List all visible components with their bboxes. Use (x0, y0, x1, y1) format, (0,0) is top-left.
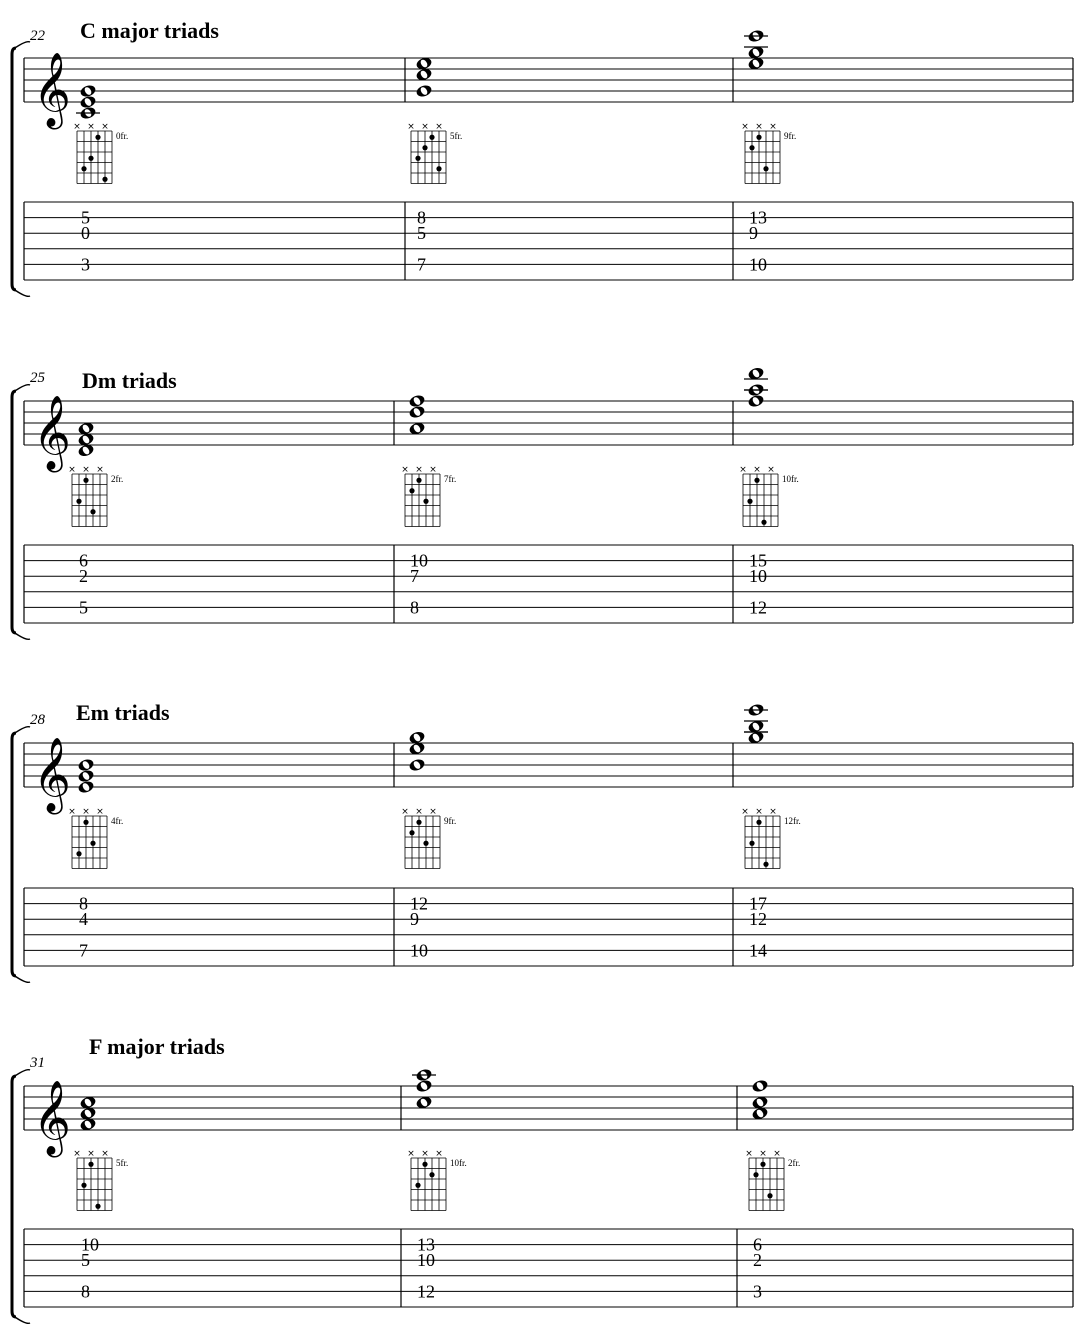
section-title: F major triads (89, 1034, 225, 1059)
finger-dot (76, 499, 81, 504)
muted-string-icon: × (401, 465, 409, 475)
muted-string-icon: × (68, 807, 76, 817)
muted-string-icon: × (87, 1149, 95, 1159)
finger-dot (81, 1183, 86, 1188)
muted-string-icon: × (73, 1149, 81, 1159)
fret-label: 12fr. (784, 816, 801, 826)
tab-fret-number: 5 (79, 597, 88, 618)
fret-label: 2fr. (788, 1158, 801, 1168)
finger-dot (436, 166, 441, 171)
bracket-bottom-hook (12, 974, 30, 982)
tab-fret-number: 12 (749, 597, 767, 618)
finger-dot (81, 166, 86, 171)
muted-string-icon: × (101, 122, 109, 132)
muted-string-icon: × (435, 1149, 443, 1159)
muted-string-icon: × (769, 122, 777, 132)
tab-fret-number: 8 (417, 207, 426, 228)
bracket-bottom-hook (12, 1315, 30, 1323)
chord-diagram (68, 807, 123, 869)
bracket-top-hook (12, 1070, 30, 1078)
tab-fret-number: 17 (749, 893, 767, 914)
tab-fret-number: 10 (749, 254, 767, 275)
muted-string-icon: × (429, 807, 437, 817)
finger-dot (423, 499, 428, 504)
finger-dot (429, 135, 434, 140)
tab-fret-number: 6 (753, 1234, 762, 1255)
tab-fret-number: 10 (749, 566, 767, 587)
finger-dot (756, 820, 761, 825)
tab-fret-number: 12 (417, 1281, 435, 1302)
whole-note (408, 405, 426, 420)
muted-string-icon: × (755, 807, 763, 817)
chord-diagram (739, 465, 799, 527)
system-4 (12, 1034, 1073, 1323)
finger-dot (429, 1172, 434, 1177)
muted-string-icon: × (429, 465, 437, 475)
chord-diagram (73, 122, 128, 184)
finger-dot (88, 156, 93, 161)
tab-fret-number: 10 (410, 940, 428, 961)
chord-diagram (407, 1149, 467, 1211)
fret-label: 2fr. (111, 474, 124, 484)
tab-fret-number: 7 (79, 940, 88, 961)
whole-note (747, 394, 765, 409)
finger-dot (95, 1204, 100, 1209)
tab-fret-number: 6 (79, 550, 88, 571)
finger-dot (422, 145, 427, 150)
finger-dot (83, 478, 88, 483)
tab-fret-number: 5 (417, 223, 426, 244)
tab-fret-number: 7 (410, 566, 419, 587)
finger-dot (409, 830, 414, 835)
tab-fret-number: 3 (753, 1281, 762, 1302)
muted-string-icon: × (415, 465, 423, 475)
finger-dot (763, 862, 768, 867)
chord-diagram (68, 465, 123, 527)
fret-label: 0fr. (116, 131, 129, 141)
muted-string-icon: × (759, 1149, 767, 1159)
treble-clef-icon: 𝄞 (33, 738, 71, 812)
fret-label: 5fr. (450, 131, 463, 141)
finger-dot (754, 478, 759, 483)
tab-fret-number: 0 (81, 223, 90, 244)
tab-fret-number: 10 (410, 550, 428, 571)
whole-note (408, 394, 426, 409)
measure-number: 22 (30, 28, 45, 44)
fret-label: 7fr. (444, 474, 457, 484)
muted-string-icon: × (773, 1149, 781, 1159)
fret-label: 9fr. (444, 816, 457, 826)
muted-string-icon: × (401, 807, 409, 817)
treble-clef-icon: 𝄞 (33, 396, 71, 470)
finger-dot (747, 499, 752, 504)
tab-fret-number: 9 (749, 223, 758, 244)
whole-note (79, 95, 97, 110)
section-title: Em triads (76, 700, 170, 725)
muted-string-icon: × (101, 1149, 109, 1159)
system-bracket (12, 733, 16, 976)
muted-string-icon: × (741, 807, 749, 817)
bracket-bottom-hook (12, 288, 30, 296)
fret-label: 4fr. (111, 816, 124, 826)
fret-label: 9fr. (784, 131, 797, 141)
muted-string-icon: × (82, 807, 90, 817)
bracket-top-hook (12, 727, 30, 735)
finger-dot (102, 177, 107, 182)
bracket-bottom-hook (12, 631, 30, 639)
finger-dot (749, 841, 754, 846)
measure-number: 25 (30, 370, 45, 386)
fret-label: 5fr. (116, 1158, 129, 1168)
muted-string-icon: × (739, 465, 747, 475)
finger-dot (415, 1183, 420, 1188)
whole-note (77, 769, 95, 784)
finger-dot (763, 166, 768, 171)
tab-fret-number: 2 (753, 1250, 762, 1271)
chord-diagram (741, 807, 801, 869)
whole-note (77, 758, 95, 773)
muted-string-icon: × (745, 1149, 753, 1159)
muted-string-icon: × (68, 465, 76, 475)
measure-number: 31 (30, 1055, 45, 1071)
muted-string-icon: × (407, 1149, 415, 1159)
muted-string-icon: × (767, 465, 775, 475)
muted-string-icon: × (407, 122, 415, 132)
muted-string-icon: × (753, 465, 761, 475)
system-bracket (12, 1076, 16, 1317)
tab-fret-number: 3 (81, 254, 90, 275)
system-3 (12, 700, 1073, 982)
muted-string-icon: × (435, 122, 443, 132)
system-2 (12, 366, 1073, 639)
tab-fret-number: 8 (410, 597, 419, 618)
finger-dot (409, 488, 414, 493)
finger-dot (416, 478, 421, 483)
finger-dot (415, 156, 420, 161)
tab-fret-number: 13 (749, 207, 767, 228)
fret-label: 10fr. (782, 474, 799, 484)
finger-dot (756, 135, 761, 140)
chord-diagram (741, 122, 796, 184)
tab-fret-number: 12 (410, 893, 428, 914)
chord-diagram (745, 1149, 800, 1211)
tab-fret-number: 5 (81, 207, 90, 228)
muted-string-icon: × (421, 122, 429, 132)
finger-dot (90, 841, 95, 846)
finger-dot (767, 1193, 772, 1198)
tab-fret-number: 8 (79, 893, 88, 914)
tab-fret-number: 10 (81, 1234, 99, 1255)
finger-dot (422, 1162, 427, 1167)
muted-string-icon: × (96, 465, 104, 475)
system-bracket (12, 391, 16, 633)
tab-fret-number: 9 (410, 909, 419, 930)
finger-dot (76, 851, 81, 856)
tab-fret-number: 10 (417, 1250, 435, 1271)
tab-fret-number: 4 (79, 909, 88, 930)
finger-dot (761, 520, 766, 525)
muted-string-icon: × (87, 122, 95, 132)
section-title: C major triads (80, 18, 219, 43)
tab-fret-number: 5 (81, 1250, 90, 1271)
section-title: Dm triads (82, 368, 177, 393)
tab-fret-number: 13 (417, 1234, 435, 1255)
finger-dot (83, 820, 88, 825)
muted-string-icon: × (421, 1149, 429, 1159)
finger-dot (416, 820, 421, 825)
treble-clef-icon: 𝄞 (33, 1081, 71, 1155)
system-bracket (12, 48, 16, 290)
muted-string-icon: × (73, 122, 81, 132)
finger-dot (90, 509, 95, 514)
tab-fret-number: 14 (749, 940, 767, 961)
whole-note (408, 758, 426, 773)
fret-label: 10fr. (450, 1158, 467, 1168)
finger-dot (749, 145, 754, 150)
bracket-top-hook (12, 385, 30, 393)
whole-note (77, 780, 95, 795)
finger-dot (760, 1162, 765, 1167)
tab-fret-number: 12 (749, 909, 767, 930)
finger-dot (95, 135, 100, 140)
chord-diagram (401, 807, 456, 869)
tab-fret-number: 15 (749, 550, 767, 571)
chord-diagram (407, 122, 462, 184)
muted-string-icon: × (415, 807, 423, 817)
chord-diagram (401, 465, 456, 527)
muted-string-icon: × (769, 807, 777, 817)
muted-string-icon: × (96, 807, 104, 817)
whole-note (415, 1079, 433, 1094)
whole-note (79, 84, 97, 99)
muted-string-icon: × (82, 465, 90, 475)
tab-fret-number: 7 (417, 254, 426, 275)
finger-dot (88, 1162, 93, 1167)
muted-string-icon: × (741, 122, 749, 132)
tab-fret-number: 2 (79, 566, 88, 587)
treble-clef-icon: 𝄞 (33, 53, 71, 127)
measure-number: 28 (30, 712, 45, 728)
tab-fret-number: 8 (81, 1281, 90, 1302)
whole-note (751, 1079, 769, 1094)
chord-diagram (73, 1149, 128, 1211)
muted-string-icon: × (755, 122, 763, 132)
system-1 (12, 18, 1073, 296)
whole-note (415, 84, 433, 99)
finger-dot (753, 1172, 758, 1177)
bracket-top-hook (12, 42, 30, 50)
finger-dot (423, 841, 428, 846)
